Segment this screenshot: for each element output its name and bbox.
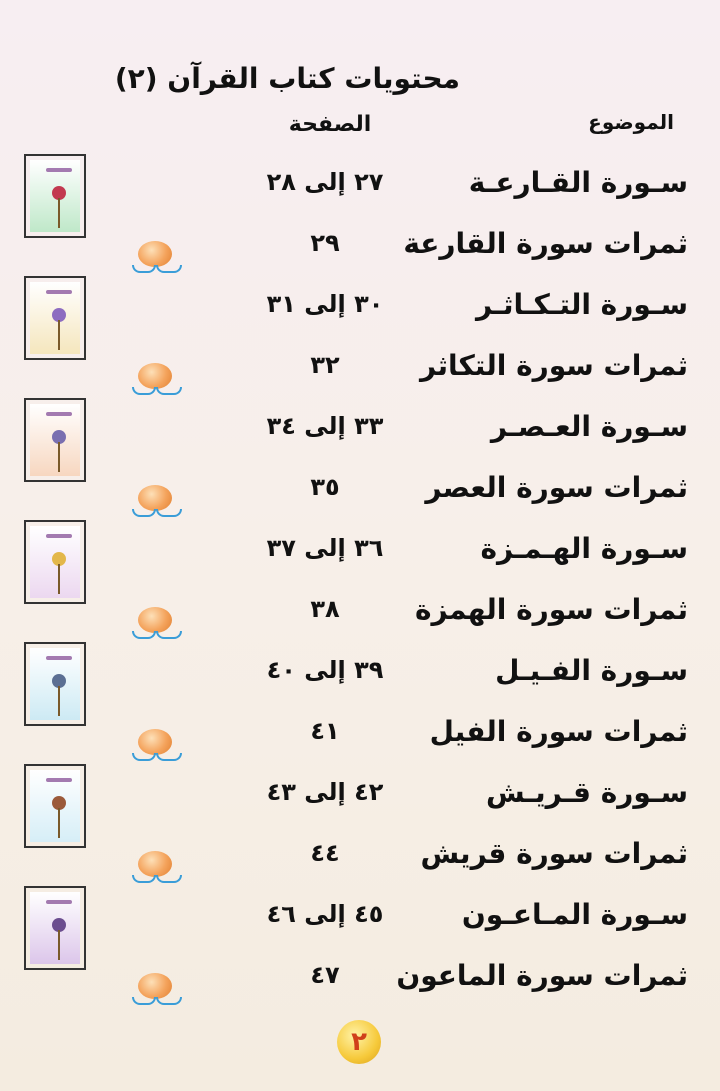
orange-fruit-icon: [130, 485, 182, 519]
topic-column-header: الموضوع: [588, 110, 674, 134]
list-item: [0, 404, 720, 462]
entry-title: سـورة المـاعـون: [461, 898, 688, 931]
entry-pages: ٤٢ إلى ٤٣: [266, 778, 384, 806]
page-number-badge: ٢: [337, 1020, 381, 1064]
entry-pages: ٤١: [310, 717, 340, 745]
entry-pages: ٤٤: [310, 839, 340, 867]
page-title: محتويات كتاب القرآن (٢): [114, 62, 460, 95]
orange-fruit-icon: [130, 241, 182, 275]
entry-title: سـورة الهـمـزة: [480, 532, 688, 565]
orange-fruit-icon: [130, 851, 182, 885]
list-item: [0, 831, 720, 889]
entry-title: ثمرات سورة القارعة: [403, 227, 688, 260]
entry-title: سـورة العـصـر: [490, 410, 688, 443]
entry-pages: ٣٠ إلى ٣١: [266, 290, 384, 318]
entry-pages: ٢٩: [310, 229, 340, 257]
entry-title: سـورة الفـيـل: [495, 654, 688, 687]
entry-title: ثمرات سورة الفيل: [429, 715, 688, 748]
list-item: [0, 709, 720, 767]
list-item: [0, 892, 720, 950]
entry-title: ثمرات سورة الماعون: [396, 959, 688, 992]
list-item: [0, 526, 720, 584]
entry-title: ثمرات سورة العصر: [425, 471, 688, 504]
entry-title: سـورة قـريـش: [485, 776, 688, 809]
entry-pages: ٤٧: [310, 961, 340, 989]
entry-pages: ٢٧ إلى ٢٨: [266, 168, 384, 196]
entry-title: ثمرات سورة الهمزة: [415, 593, 688, 626]
list-item: [0, 343, 720, 401]
entry-pages: ٣٣ إلى ٣٤: [266, 412, 384, 440]
entry-pages: ٣٨: [310, 595, 340, 623]
list-item: [0, 160, 720, 218]
entry-pages: ٣٢: [310, 351, 340, 379]
list-item: [0, 770, 720, 828]
list-item: [0, 648, 720, 706]
entry-title: ثمرات سورة التكاثر: [420, 349, 688, 382]
entry-pages: ٤٥ إلى ٤٦: [266, 900, 384, 928]
orange-fruit-icon: [130, 973, 182, 1007]
list-item: [0, 587, 720, 645]
entry-pages: ٣٩ إلى ٤٠: [266, 656, 384, 684]
orange-fruit-icon: [130, 607, 182, 641]
orange-fruit-icon: [130, 729, 182, 763]
list-item: [0, 465, 720, 523]
orange-fruit-icon: [130, 363, 182, 397]
list-item: [0, 953, 720, 1011]
entry-title: سـورة التـكـاثـر: [475, 288, 688, 321]
entry-title: ثمرات سورة قريش: [420, 837, 688, 870]
list-item: [0, 221, 720, 279]
list-item: [0, 282, 720, 340]
entry-pages: ٣٦ إلى ٣٧: [266, 534, 384, 562]
page-column-header: الصفحة: [288, 112, 372, 137]
entry-pages: ٣٥: [310, 473, 340, 501]
entry-title: سـورة القـارعـة: [468, 166, 688, 199]
